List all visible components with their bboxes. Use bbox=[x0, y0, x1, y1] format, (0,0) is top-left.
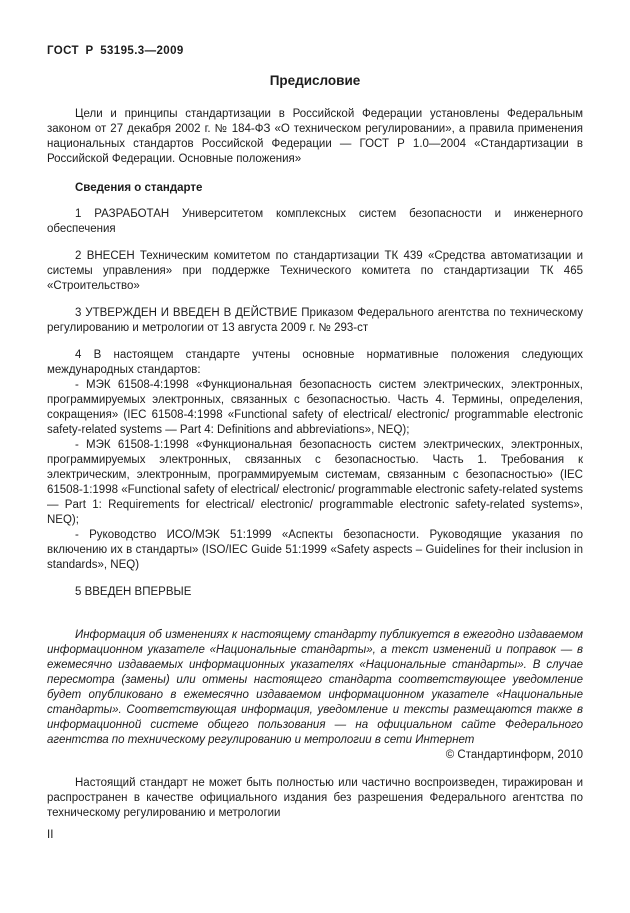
info-item-first-edition: 5 ВВЕДЕН ВПЕРВЫЕ bbox=[75, 586, 192, 598]
amendments-notice: Информация об изменениях к настоящему стандарту публикуется в ежегодно издаваемом информационном указателе «Национальные стандарты», а текст изменений и поправок — в ежемесячно издаваемых информационных указателях «Национальные стандарты». В случае пересмотра (замены) или отмены настоящего стандарта соответствующее уведомление будет опубликовано в ежемесячно издаваемом информационном указателе «Национальные стандарты». Соответствующая информация, уведомление и тексты размещаются также в информационной системе общего пользования — на официальном сайте Федерального агентства по техническому регулированию и метрологии в сети Интернет bbox=[47, 629, 583, 746]
reference-iec-61508-1: - МЭК 61508-1:1998 «Функциональная безопасность систем электрических, электронных, программируемых электронных, связанных с безопасностью. Часть 1. Требования к электрическим, электронным, программируемым системам, связанным с безопасностью» (IEC 61508-1:1998 «Functional safety of electrical/ electronic/ programmable electronic safety-related systems — Part 1: Requirements for electrical/ electronic/ programmable electronic safety-related systems», NEQ); bbox=[47, 439, 583, 526]
reproduction-restriction: Настоящий стандарт не может быть полностью или частично воспроизведен, тиражирован и распространен в качестве официального издания без разрешения Федерального агентства по техническому регулированию и метрологии bbox=[47, 777, 583, 819]
page-title: Предисловие bbox=[269, 73, 361, 88]
info-item-submitted: 2 ВНЕСЕН Техническим комитетом по стандартизации ТК 439 «Средства автоматизации и системы управления» при поддержке Технического комитета по стандартизации ТК 465 «Строительство» bbox=[47, 250, 583, 292]
info-item-international-intro: 4 В настоящем стандарте учтены основные нормативные положения следующих международных стандартов: bbox=[47, 349, 583, 376]
intro-paragraph: Цели и принципы стандартизации в Российской Федерации установлены Федеральным законом от 27 декабря 2002 г. № 184-ФЗ «О техническом регулировании», а правила применения национальных стандартов Российской Федерации — ГОСТ Р 1.0—2004 «Стандартизации в Российской Федерации. Основные положения» bbox=[47, 108, 583, 165]
reference-iso-iec-guide-51: - Руководство ИСО/МЭК 51:1999 «Аспекты безопасности. Руководящие указания по включению их в стандарты» (ISO/IEC Guide 51:1999 «Safety aspects – Guidelines for their inclusion in standards», NEQ) bbox=[47, 529, 583, 571]
reference-iec-61508-4: - МЭК 61508-4:1998 «Функциональная безопасность систем электрических, электронных, программируемых электронных, связанных с безопасностью. Часть 4. Термины, определения, сокращения» (IEC 61508-4:1998 «Functional safety of electrical/ electronic/ programmable electronic safety-related systems — Part 4: Definitions and abbreviations», NEQ); bbox=[47, 379, 583, 436]
page-number: II bbox=[47, 829, 54, 841]
info-item-developed: 1 РАЗРАБОТАН Университетом комплексных систем безопасности и инженерного обеспечения bbox=[47, 208, 583, 235]
standard-info-heading: Сведения о стандарте bbox=[75, 182, 203, 194]
standard-designation-header: ГОСТ Р 53195.3—2009 bbox=[47, 45, 184, 57]
copyright-line: © Стандартинформ, 2010 bbox=[445, 749, 583, 761]
info-item-approved: 3 УТВЕРЖДЕН И ВВЕДЕН В ДЕЙСТВИЕ Приказом Федерального агентства по техническому регулированию и метрологии от 13 августа 2009 г. № 293-ст bbox=[47, 307, 583, 334]
bottom-block bbox=[47, 748, 583, 821]
